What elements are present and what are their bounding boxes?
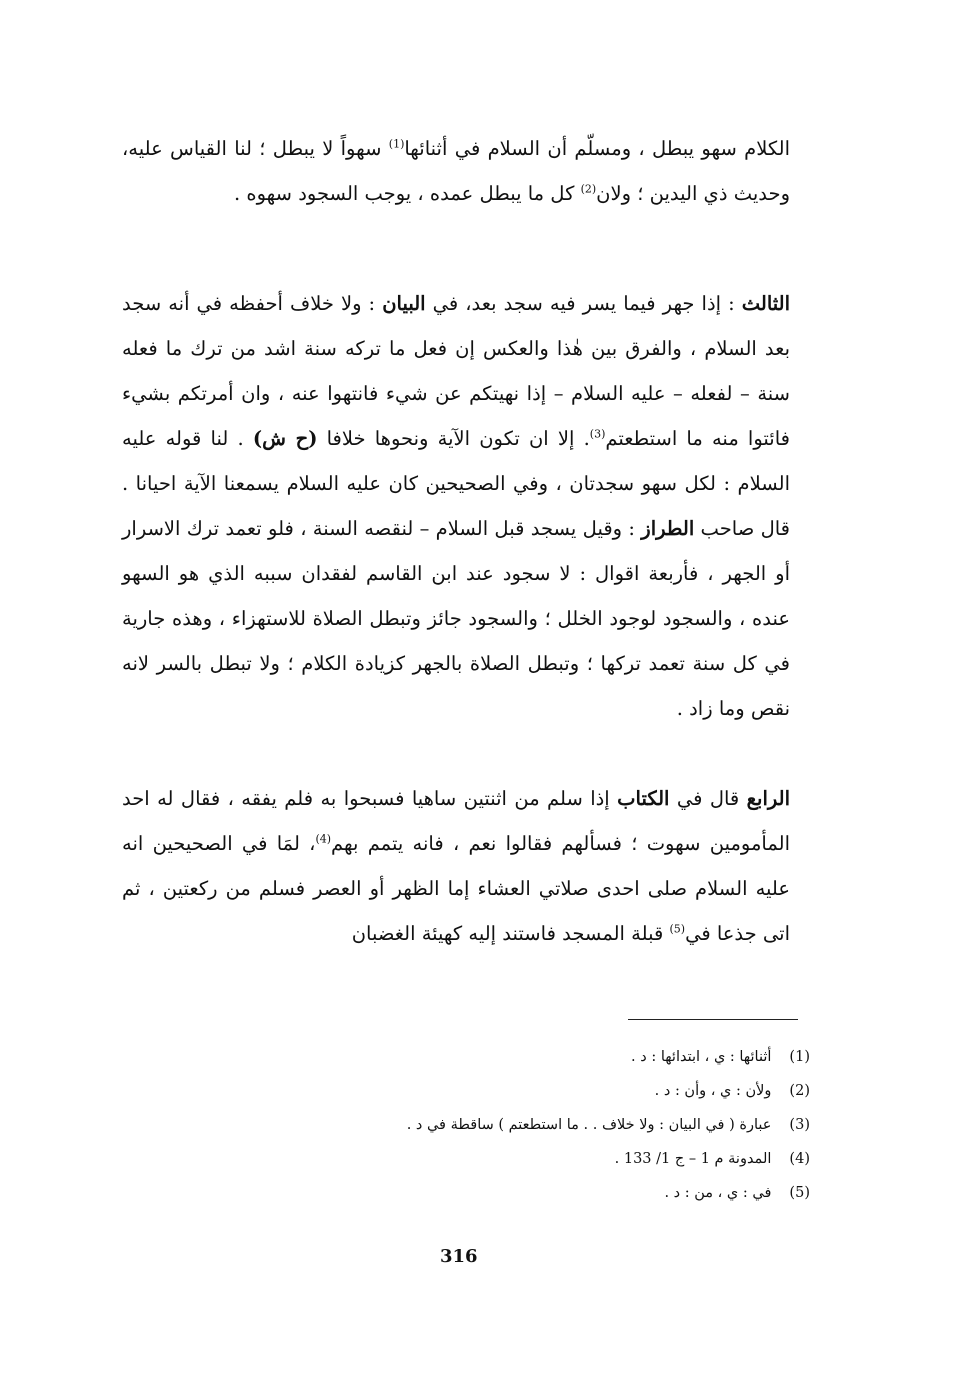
footnote-2-text: ولأن : ي ، وأن : د . (654, 1083, 772, 1099)
footnote-5 (250, 1176, 810, 1210)
footnote-4 (250, 1142, 810, 1176)
paragraph-1 (122, 126, 790, 216)
footnote-4-number: (4) (789, 1151, 810, 1167)
text-run: . إلا ان تكون الآية ونحوها خلافا (317, 427, 590, 450)
footnote-marker: (1) (388, 137, 405, 151)
bold-term: (ح ش) (252, 427, 318, 450)
footnote-marker: (4) (315, 832, 332, 846)
page-number: 316 (440, 1246, 478, 1267)
bold-term: الطراز (641, 517, 695, 540)
footnote-2 (250, 1074, 810, 1108)
footnote-3-text: عبارة ( في البيان : ولا خلاف . . ما استطعتم ) ساقطة في د . (406, 1117, 772, 1133)
paragraph-3 (122, 776, 790, 956)
footnote-1 (250, 1040, 810, 1074)
footnote-marker: (5) (669, 922, 686, 936)
footnote-3 (250, 1108, 810, 1142)
text-run: قال في (669, 787, 747, 810)
text-run: سهواً لا يبطل ؛ لنا القياس عليه، وحديث ذي اليدين ؛ ولان (122, 137, 790, 205)
footnote-5-number: (5) (789, 1185, 810, 1201)
paragraph-lead: الرابع (746, 787, 791, 810)
footnote-4-text: المدونة م 1 – ج 1/ 133 . (614, 1151, 772, 1167)
footnote-1-number: (1) (789, 1049, 810, 1065)
text-run: : ولا خلاف أحفظه في أنه سجد بعد السلام ، والفرق بين هٰذا والعكس إن فعل ما تركه سنة اشد من ترك ما فعله سنة – لفعله – عليه السلام – إذا نهيتكم عن شيء فانتهوا عنه ، وان أمرتكم بشيء فائتوا منه ما استطعتم (122, 292, 790, 450)
paragraph-3-text (122, 776, 790, 956)
text-run: : إذا جهر فيما يسر فيه سجد بعد، في (425, 292, 742, 315)
bold-term: البيان (382, 292, 426, 315)
paragraph-lead: الثالث (741, 292, 791, 315)
text-run: إذا سلم من اثنتين ساهيا فسبحوا به فلم يفقه ، فقال له احد المأمومين سهوت ؛ فسألهم فقالوا نعم ، فانه يتمم بهم (122, 787, 790, 855)
text-run: الكلام سهو يبطل ، ومسلّم أن السلام في أثنائها (404, 137, 790, 160)
footnote-5-text: في : ي ، من : د . (664, 1185, 772, 1201)
text-run: : وقيل يسجد قبل السلام – لنقصه السنة ، فلو تعمد ترك الاسرار أو الجهر ، فأربعة اقوال : لا سجود عند ابن القاسم لفقدان سببه الذي هو السهو عنده ، والسجود لوجود الخلل ؛ والسجود جائز وتبطل الصلاة للاستهزاء ، وهذه جارية في كل سنة تعمد تركها ؛ وتبطل الصلاة بالجهر كزيادة الكلام ؛ ولا تبطل بالسر لانه نقص وما زاد . (122, 517, 790, 720)
text-run: . لنا قوله عليه السلام : لكل سهو سجدتان ، وفي الصحيحين كان عليه السلام يسمعنا الآية احيانا . قال صاحب (122, 427, 790, 540)
footnotes-list (250, 1040, 810, 1210)
footnote-marker: (3) (589, 427, 606, 441)
paragraph-2 (122, 281, 790, 731)
bold-term: الكتاب (617, 787, 670, 810)
text-run: ، لمَا في الصحيحين انه عليه السلام صلى احدى صلاتي العشاء إما الظهر أو العصر فسلم من ركعتين ، ثم اتى جذعا في (122, 832, 790, 945)
text-run: قبلة المسجد فاستند إليه كهيئة الغضبان (351, 922, 670, 945)
footnote-1-text: أثنائها : ي ، ابتدائها : د . (631, 1049, 772, 1065)
text-run: كل ما يبطل عمده ، يوجب السجود سهوه . (233, 182, 581, 205)
footnote-separator (628, 1019, 798, 1020)
paragraph-2-text (122, 281, 790, 731)
footnote-marker: (2) (580, 182, 597, 196)
footnote-3-number: (3) (789, 1117, 810, 1133)
paragraph-1-text (122, 126, 790, 216)
footnote-2-number: (2) (789, 1083, 810, 1099)
